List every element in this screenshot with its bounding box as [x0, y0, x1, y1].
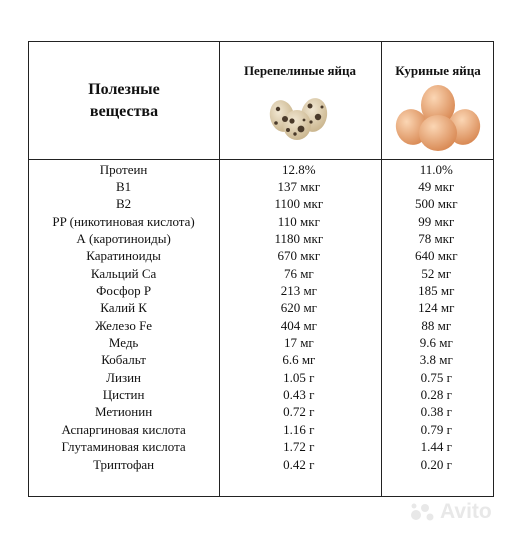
- quail-value: 110 мкг: [277, 213, 320, 229]
- table-row: [29, 369, 493, 386]
- chicken-value: 1.44 г: [420, 439, 452, 455]
- nutrient-name: Глутаминовая кислота: [61, 439, 186, 455]
- table-row: [29, 213, 493, 230]
- nutrient-name: Железо Fe: [95, 317, 153, 333]
- chicken-value: 52 мг: [421, 265, 452, 281]
- nutrient-name: B2: [116, 196, 132, 212]
- nutrition-table: [28, 41, 494, 497]
- chicken-value: 124 мг: [418, 300, 455, 316]
- nutrient-name: Кобальт: [101, 352, 146, 368]
- quail-value: 404 мг: [280, 317, 317, 333]
- table-row: [29, 404, 493, 421]
- table-row: [29, 196, 493, 213]
- nutrient-name: Медь: [108, 335, 139, 351]
- nutrient-name: Цистин: [102, 387, 145, 403]
- table-row: [29, 352, 493, 369]
- nutrient-name: А (каротиноиды): [76, 231, 171, 247]
- table-row: [29, 386, 493, 403]
- nutrients-header-line1: Полезные: [88, 80, 160, 98]
- chicken-value: 640 мкг: [414, 248, 458, 264]
- chicken-value: 9.6 мг: [419, 335, 453, 351]
- quail-value: 1.72 г: [283, 439, 315, 455]
- quail-value: 137 мкг: [277, 179, 321, 195]
- chicken-value: 88 мг: [421, 317, 452, 333]
- table-row: [29, 248, 493, 265]
- quail-value: 6.6 мг: [282, 352, 316, 368]
- table-row: [29, 178, 493, 195]
- table-row: [29, 456, 493, 473]
- chicken-eggs-image: [392, 83, 484, 153]
- avito-watermark: [410, 500, 492, 524]
- chicken-value: 3.8 мг: [419, 352, 453, 368]
- table-row: [29, 265, 493, 282]
- quail-value: 17 мг: [283, 335, 314, 351]
- nutrient-name: Фосфор Р: [96, 283, 152, 299]
- quail-value: 620 мг: [280, 300, 317, 316]
- chicken-value: 0.20 г: [420, 456, 452, 472]
- avito-logo-icon: [410, 502, 436, 522]
- table-row: [29, 300, 493, 317]
- table-row: [29, 282, 493, 299]
- chicken-value: 0.79 г: [420, 421, 452, 437]
- quail-value: 1.05 г: [283, 369, 315, 385]
- nutrient-name: Калий К: [100, 300, 147, 316]
- chicken-value: 11.0%: [419, 161, 453, 177]
- chicken-value: 0.38 г: [420, 404, 452, 420]
- nutrition-rows: [29, 161, 493, 473]
- quail-value: 12.8%: [282, 161, 316, 177]
- chicken-value: 78 мкг: [418, 231, 455, 247]
- table-row: [29, 334, 493, 351]
- nutrient-name: Лизин: [106, 369, 141, 385]
- table-row: [29, 161, 493, 178]
- nutrient-name: Протеин: [99, 161, 148, 177]
- table-row: [29, 230, 493, 247]
- header-divider: [29, 159, 493, 160]
- chicken-value: 49 мкг: [418, 179, 455, 195]
- table-row: [29, 317, 493, 334]
- chicken-column-header: [381, 42, 495, 159]
- nutrient-name: Кальций Са: [90, 265, 157, 281]
- chicken-header-title: Куриные яйца: [395, 63, 481, 78]
- nutrients-header-line2: вещества: [89, 102, 159, 120]
- quail-value: 670 мкг: [277, 248, 321, 264]
- quail-eggs-image: [264, 89, 336, 141]
- quail-value: 0.72 г: [283, 404, 315, 420]
- nutrient-name: Триптофан: [93, 456, 155, 472]
- quail-header-title: Перепелиные яйца: [243, 63, 357, 78]
- chicken-value: 500 мкг: [414, 196, 458, 212]
- chicken-value: 99 мкг: [418, 213, 455, 229]
- table-row: [29, 421, 493, 438]
- table-row: [29, 439, 493, 456]
- nutrient-name: Аспаргиновая кислота: [61, 421, 186, 437]
- nutrients-header: [29, 42, 219, 159]
- nutrient-name: PP (никотиновая кислота): [52, 213, 195, 229]
- watermark-text: Avito: [440, 500, 492, 523]
- quail-value: 76 мг: [283, 265, 314, 281]
- chicken-value: 0.75 г: [420, 369, 452, 385]
- quail-value: 1180 мкг: [274, 231, 324, 247]
- quail-value: 213 мг: [280, 283, 317, 299]
- nutrient-name: Метионин: [95, 404, 153, 420]
- quail-value: 1100 мкг: [274, 196, 324, 212]
- chicken-value: 185 мг: [418, 283, 455, 299]
- quail-value: 0.43 г: [283, 387, 315, 403]
- quail-value: 1.16 г: [283, 421, 315, 437]
- nutrient-name: Каратиноиды: [86, 248, 161, 264]
- quail-column-header: [219, 42, 381, 159]
- chicken-value: 0.28 г: [420, 387, 452, 403]
- nutrient-name: B1: [116, 179, 132, 195]
- quail-value: 0.42 г: [283, 456, 315, 472]
